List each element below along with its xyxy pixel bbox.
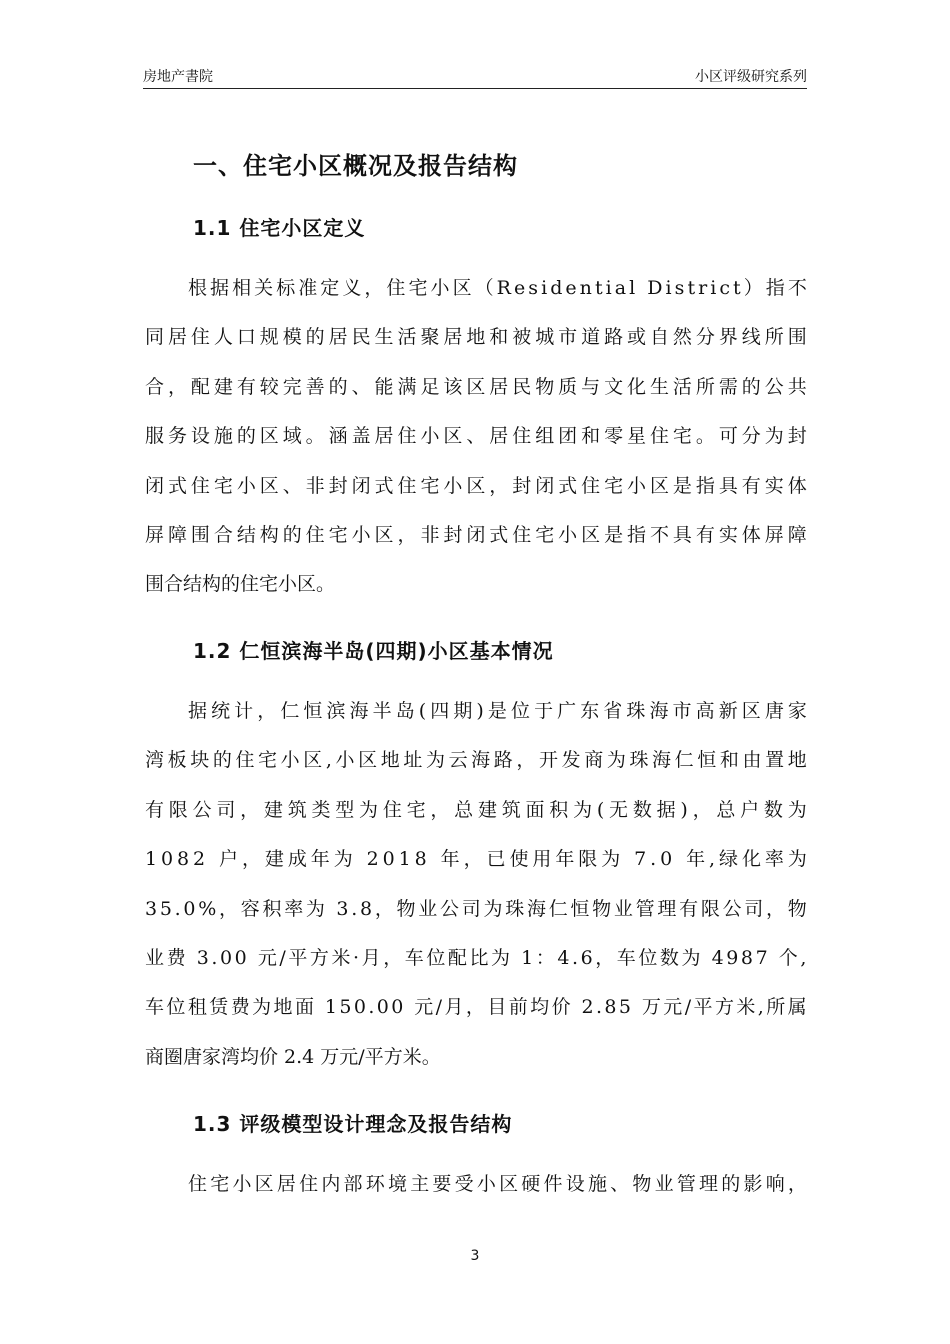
heading-1-1: 1.1 住宅小区定义	[193, 216, 366, 240]
heading-1-3: 1.3 评级模型设计理念及报告结构	[193, 1112, 513, 1136]
text-line: 根 据 相 关 标 准 定 义 ， 住 宅 小 区 （ R e s i d e n t i a l D i s t r i c t ） 指 不	[188, 277, 807, 299]
paragraph-basic-info	[145, 687, 807, 1082]
text-line: 1 0 8 2 户 ， 建 成 年 为 2 0 1 8 年 ， 已 使 用 年 限 为 7 . 0 年 , 绿 化 率 为	[145, 848, 807, 871]
page-header	[143, 66, 807, 89]
section-title: 一、住宅小区概况及报告结构	[193, 152, 518, 180]
text-line: 3 5 . 0 % ， 容 积 率 为 3 . 8 ， 物 业 公 司 为 珠 海 仁 恒 物 业 管 理 有 限 公 司 ， 物	[145, 897, 807, 920]
heading-1-2: 1.2 仁恒滨海半岛(四期)小区基本情况	[193, 639, 554, 663]
text-line: 业 费 3 . 0 0 元 / 平 方 米 · 月 ， 车 位 配 比 为 1 ： 4 . 6 ， 车 位 数 为 4 9 8 7 个 ,	[145, 946, 807, 969]
page-number: 3	[470, 1248, 480, 1264]
text-line: 有 限 公 司 ， 建 筑 类 型 为 住 宅 ， 总 建 筑 面 积 为 ( 无 数 据 ) ， 总 户 数 为	[145, 798, 807, 821]
paragraph-model-design	[145, 1160, 807, 1209]
text-line: 合 ， 配 建 有 较 完 善 的 、 能 满 足 该 区 居 民 物 质 与 文 化 生 活 所 需 的 公 共	[145, 375, 807, 398]
text-line: 围合结构的住宅小区。	[145, 573, 336, 596]
header-publisher: 房地产書院	[143, 69, 213, 85]
text-line: 湾 板 块 的 住 宅 小 区 , 小 区 地 址 为 云 海 路 ， 开 发 商 为 珠 海 仁 恒 和 由 置 地	[145, 749, 807, 772]
header-series: 小区评级研究系列	[695, 69, 807, 85]
text-line: 据 统 计 ， 仁 恒 滨 海 半 岛 ( 四 期 ) 是 位 于 广 东 省 珠 海 市 高 新 区 唐 家	[188, 700, 807, 722]
text-line: 商圈唐家湾均价 2.4 万元/平方米。	[145, 1045, 441, 1068]
text-line: 同 居 住 人 口 规 模 的 居 民 生 活 聚 居 地 和 被 城 市 道 路 或 自 然 分 界 线 所 围	[145, 326, 807, 349]
text-line: 住 宅 小 区 居 住 内 部 环 境 主 要 受 小 区 硬 件 设 施 、 物 业 管 理 的 影 响 ，	[188, 1173, 807, 1195]
text-line: 屏 障 围 合 结 构 的 住 宅 小 区 ， 非 封 闭 式 住 宅 小 区 是 指 不 具 有 实 体 屏 障	[145, 523, 807, 546]
text-line: 车 位 租 赁 费 为 地 面 1 5 0 . 0 0 元 / 月 ， 目 前 均 价 2 . 8 5 万 元 / 平 方 米 , 所 属	[145, 996, 807, 1019]
text-line: 服 务 设 施 的 区 域 。 涵 盖 居 住 小 区 、 居 住 组 团 和 零 星 住 宅 。 可 分 为 封	[145, 425, 807, 448]
paragraph-definition	[145, 264, 807, 610]
text-line: 闭 式 住 宅 小 区 、 非 封 闭 式 住 宅 小 区 ， 封 闭 式 住 宅 小 区 是 指 具 有 实 体	[145, 474, 807, 497]
